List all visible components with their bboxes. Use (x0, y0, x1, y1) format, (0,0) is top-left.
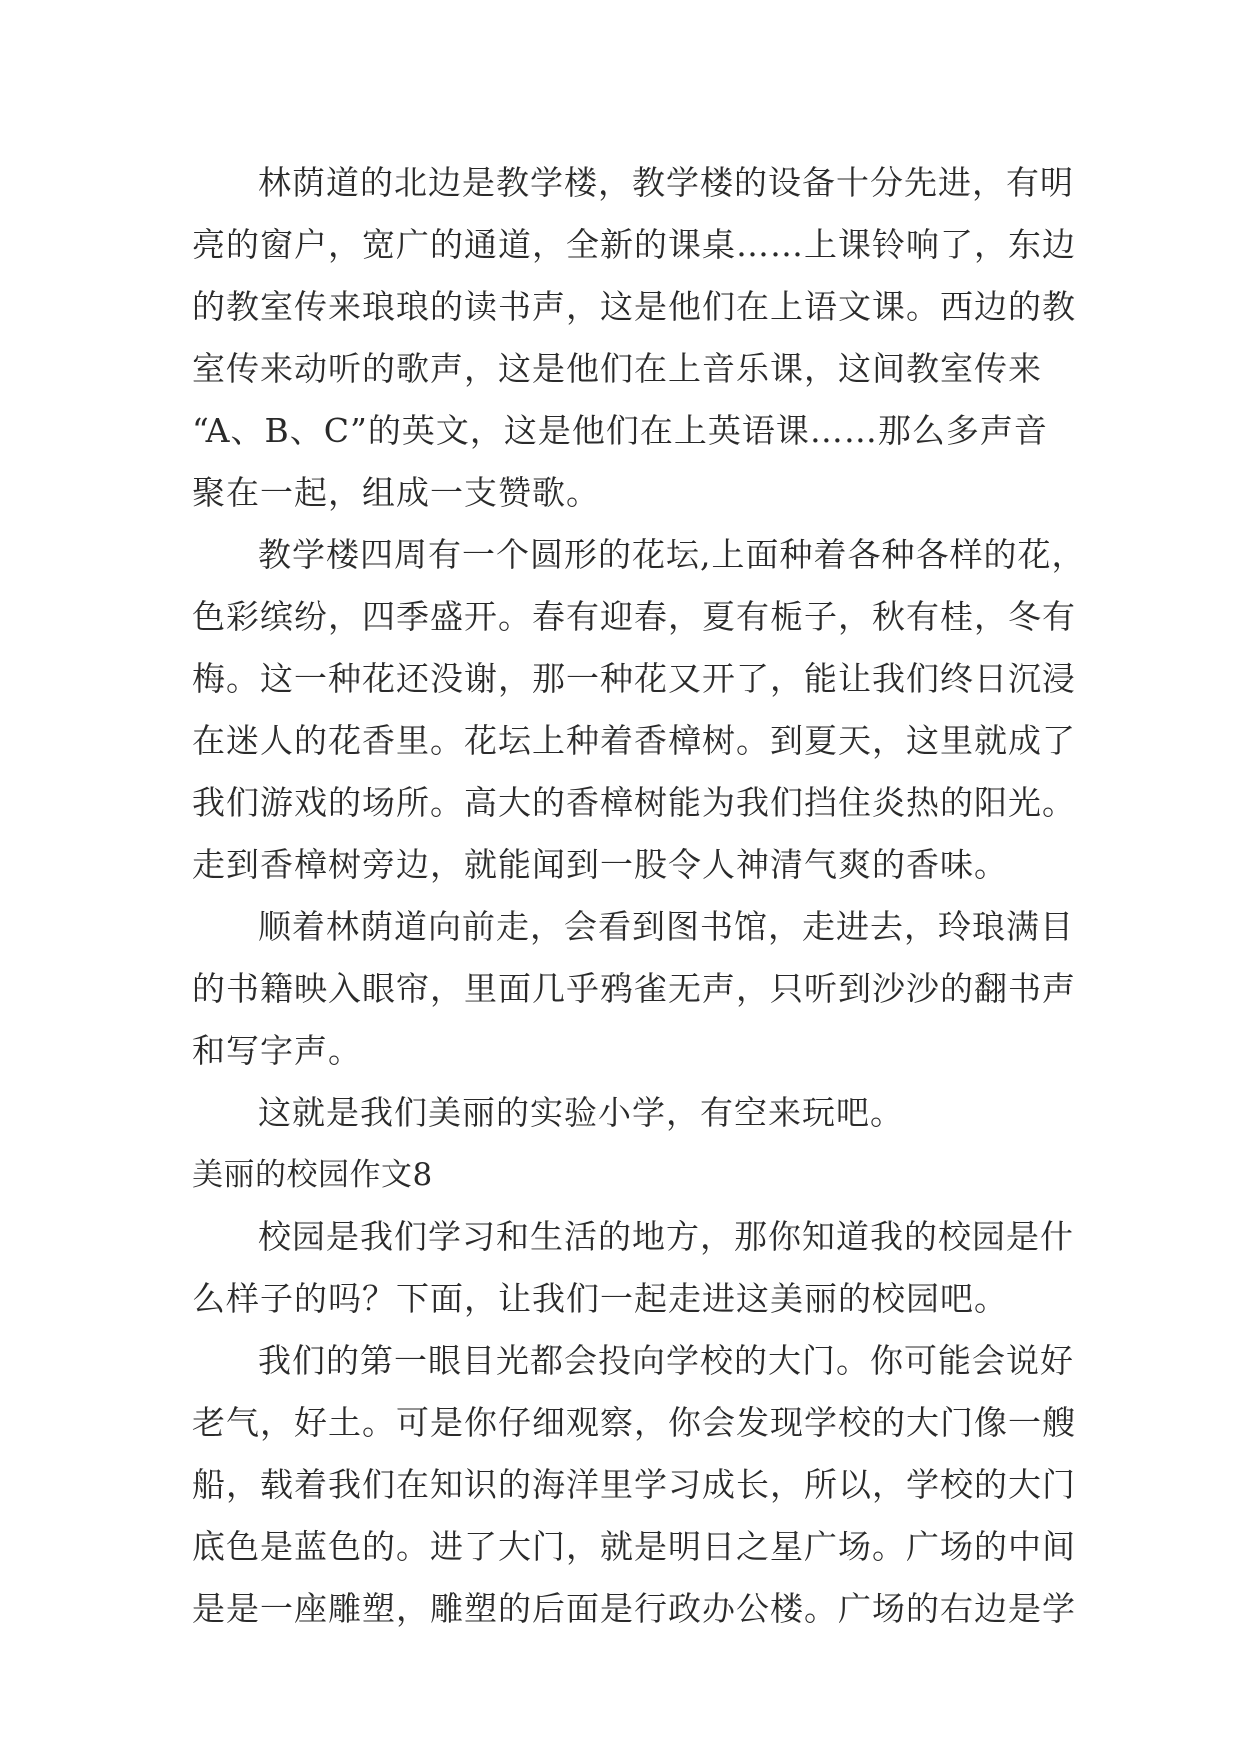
paragraph-conclusion (192, 1082, 1072, 1144)
text-line: 校园是我们学习和生活的地方，那你知道我的校园是什 (258, 1217, 1074, 1256)
text-line: 在迷人的花香里。花坛上种着香樟树。到夏天，这里就成了 (192, 721, 1076, 760)
text-line: 梅。这一种花还没谢，那一种花又开了，能让我们终日沉浸 (192, 659, 1076, 698)
text-line: 亮的窗户，宽广的通道，全新的课桌……上课铃响了，东边 (192, 225, 1076, 264)
paragraph-library (192, 896, 1076, 1082)
text-line: 老气，好土。可是你仔细观察，你会发现学校的大门像一艘 (192, 1403, 1076, 1442)
text-line: 顺着林荫道向前走，会看到图书馆，走进去，玲琅满目 (258, 907, 1074, 946)
text-line: 的书籍映入眼帘，里面几乎鸦雀无声，只听到沙沙的翻书声 (192, 969, 1076, 1008)
text-line: 室传来动听的歌声，这是他们在上音乐课，这间教室传来 (192, 349, 1042, 388)
paragraph-classroom-building (192, 152, 1076, 524)
paragraph-introduction (192, 1206, 1072, 1330)
text-line: “A、B、C”的英文，这是他们在上英语课……那么多声音 (192, 411, 1048, 450)
text-line: 这就是我们美丽的实验小学，有空来玩吧。 (258, 1093, 904, 1132)
text-line: 的教室传来琅琅的读书声，这是他们在上语文课。西边的教 (192, 287, 1076, 326)
text-line: 底色是蓝色的。进了大门，就是明日之星广场。广场的中间 (192, 1527, 1076, 1566)
text-line: 和写字声。 (192, 1031, 362, 1070)
text-line: 我们游戏的场所。高大的香樟树能为我们挡住炎热的阳光。 (192, 783, 1076, 822)
text-line: 教学楼四周有一个圆形的花坛,上面种着各种各样的花， (258, 535, 1086, 574)
text-line: 我们的第一眼目光都会投向学校的大门。你可能会说好 (258, 1341, 1074, 1380)
section-heading: 美丽的校园作文8 (192, 1157, 433, 1193)
text-line: 么样子的吗？下面，让我们一起走进这美丽的校园吧。 (192, 1279, 1008, 1318)
text-line: 船，载着我们在知识的海洋里学习成长，所以，学校的大门 (192, 1465, 1076, 1504)
text-line: 是是一座雕塑，雕塑的后面是行政办公楼。广场的右边是学 (192, 1589, 1076, 1628)
paragraph-flower-bed (192, 524, 1086, 896)
text-line: 走到香樟树旁边，就能闻到一股令人神清气爽的香味。 (192, 845, 1008, 884)
text-line: 聚在一起，组成一支赞歌。 (192, 473, 600, 512)
text-line: 林荫道的北边是教学楼，教学楼的设备十分先进，有明 (258, 163, 1074, 202)
text-line: 色彩缤纷，四季盛开。春有迎春，夏有栀子，秋有桂，冬有 (192, 597, 1076, 636)
paragraph-school-gate (192, 1330, 1076, 1640)
document-body (192, 152, 1086, 1640)
